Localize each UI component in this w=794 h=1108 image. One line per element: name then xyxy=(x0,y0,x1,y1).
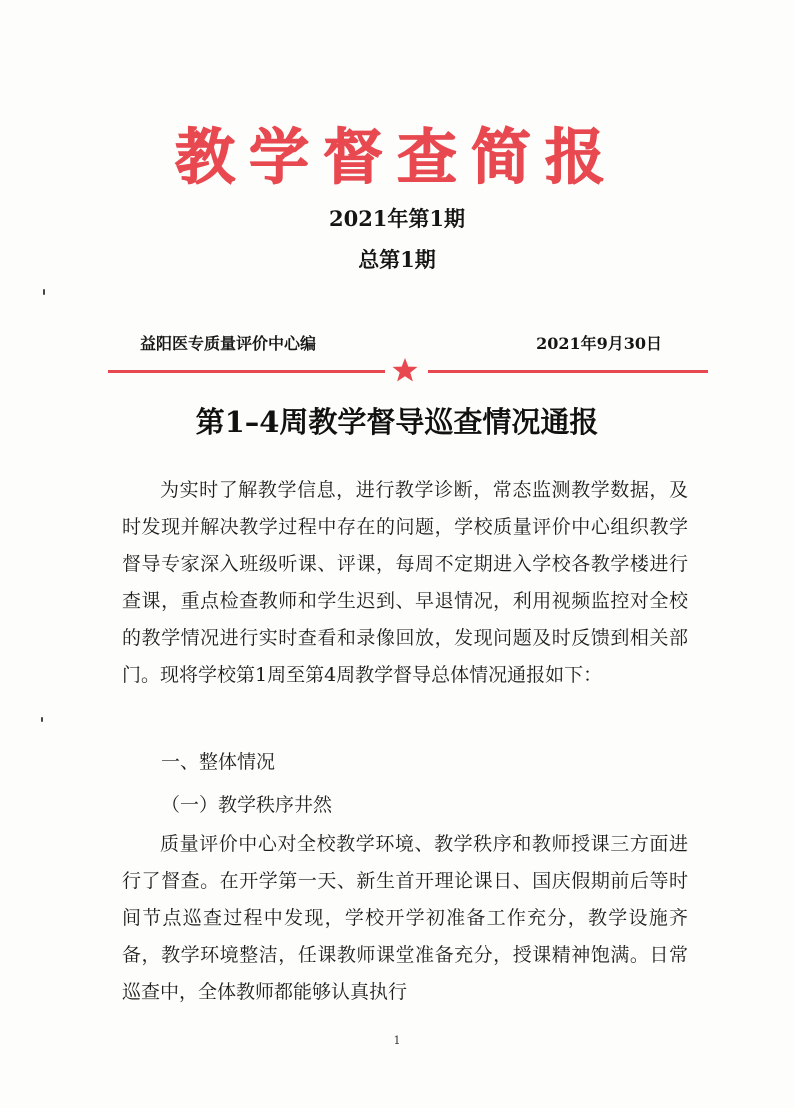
issue-number: 2021年第1期 xyxy=(328,206,466,231)
editor-line: 益阳医专质量评价中心编 xyxy=(140,334,317,353)
scan-speck xyxy=(43,289,45,295)
intro-paragraph: 为实时了解教学信息，进行教学诊断，常态监测教学数据，及时发现并解决教学过程中存在的问题，学校质量评价中心组织教学督导专家深入班级听课、评课，每周不定期进入学校各教学楼进行查课，重点检查教师和学生迟到、早退情况，利用视频监控对全校的教学情况进行实时查看和录像回放，发现问题及时反馈到相关部门。现将学校第1周至第4周教学督导总体情况通报如下： xyxy=(122,479,688,686)
page-number: 1 xyxy=(393,1034,401,1047)
header-divider-left xyxy=(108,370,385,373)
header-divider-right xyxy=(428,370,708,373)
masthead-title: 教学督查简报 xyxy=(175,123,619,193)
scan-speck xyxy=(41,717,43,722)
star-icon xyxy=(391,356,419,384)
section-heading: 一、整体情况 xyxy=(161,751,276,773)
issue-date: 2021年9月30日 xyxy=(536,334,662,353)
total-issue-number: 总第1期 xyxy=(358,247,436,272)
subsection-heading: （一）教学秩序井然 xyxy=(161,794,333,816)
report-title: 第1–4周教学督导巡查情况通报 xyxy=(195,405,599,439)
body-paragraph: 质量评价中心对全校教学环境、教学秩序和教师授课三方面进行了督查。在开学第一天、新生首开理论课日、国庆假期前后等时间节点巡查过程中发现，学校开学初准备工作充分，教学设施齐备，教学环境整洁，任课教师课堂准备充分，授课精神饱满。日常巡查中，全体教师都能够认真执行 xyxy=(122,833,688,1003)
